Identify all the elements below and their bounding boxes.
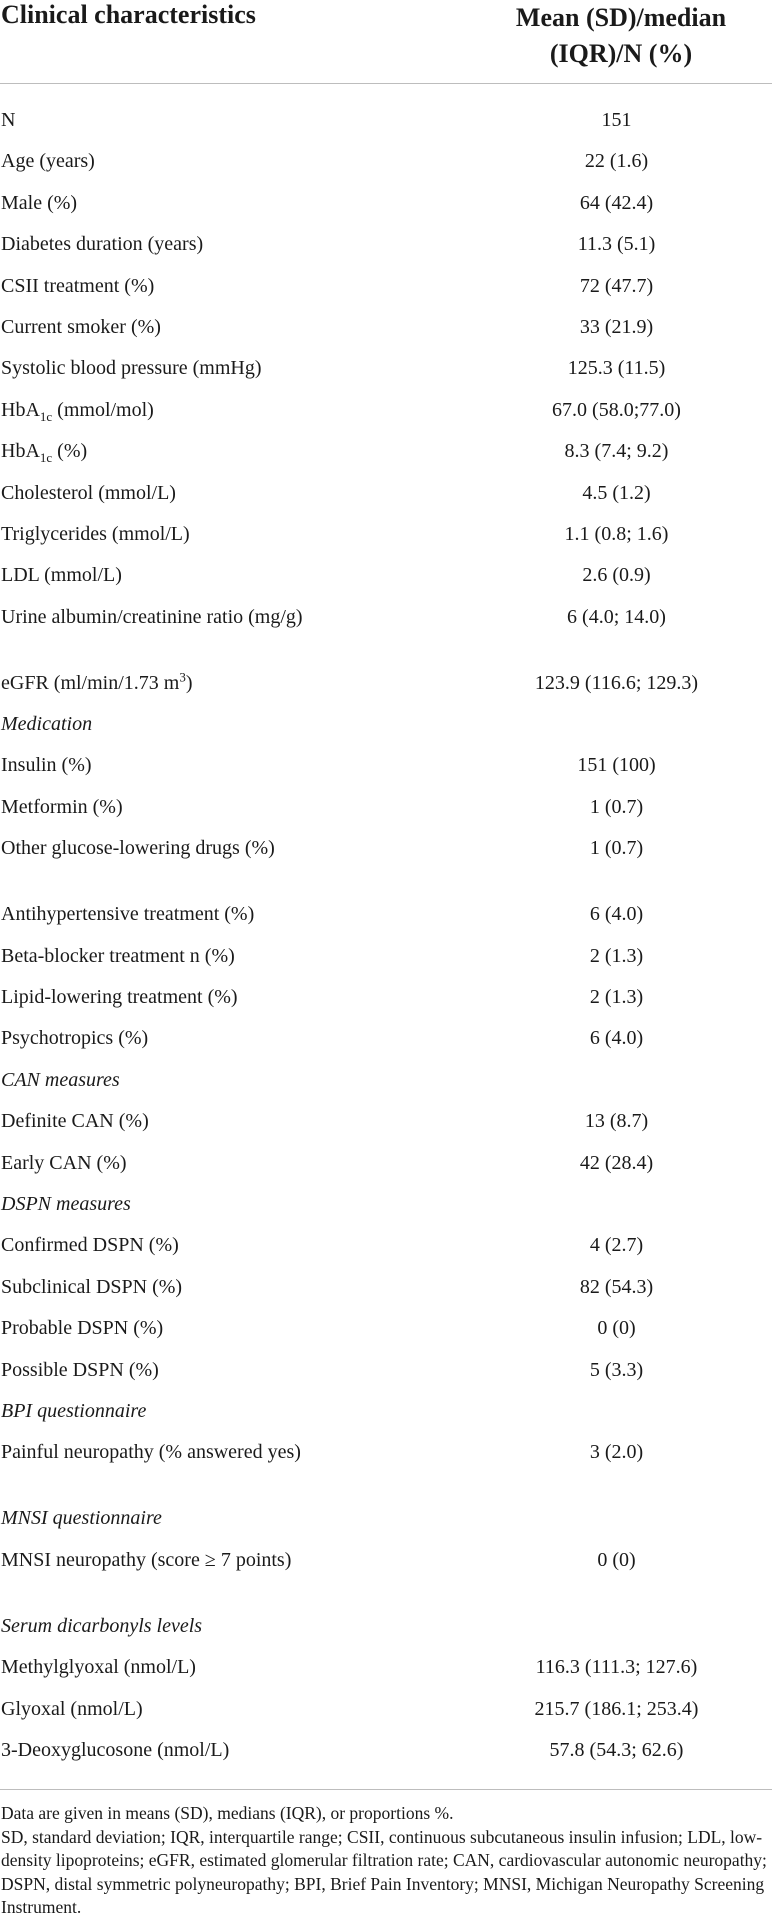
section-heading-row <box>0 1184 772 1225</box>
row-label: Subclinical DSPN (%) <box>1 1275 183 1298</box>
footnote-abbreviations: SD, standard deviation; IQR, interquartile range; CSII, continuous subcutaneous insulin infusion; LDL, low-density lipoproteins; eGFR, estimated glomerular filtration rate; CAN, cardiovascular autonomic neuropathy; DSPN, distal symmetric polyneuropathy; BPI, Brief Pain Inventory; MNSI, Michigan Neuropathy Screening Instrument. <box>1 1826 767 1918</box>
row-label: Glyoxal (nmol/L) <box>1 1697 143 1720</box>
row-value: 1 (0.7) <box>589 795 644 818</box>
table-row <box>0 787 772 828</box>
row-label-text: (%) <box>52 440 88 463</box>
row-label: Current smoker (%) <box>1 315 161 338</box>
row-label: Lipid-lowering treatment (%) <box>1 986 238 1009</box>
table-row <box>0 1432 772 1498</box>
row-value: 42 (28.4) <box>579 1151 654 1174</box>
row-label: Definite CAN (%) <box>1 1110 149 1133</box>
row-label-text: HbA <box>1 398 40 421</box>
section-heading: CAN measures <box>1 1068 120 1091</box>
table-row <box>0 307 772 348</box>
section-heading-row <box>0 1498 772 1539</box>
table-row <box>0 1143 772 1184</box>
row-value: 82 (54.3) <box>579 1275 654 1298</box>
row-value <box>341 1606 772 1614</box>
row-value <box>341 1184 772 1192</box>
table-row <box>0 977 772 1018</box>
row-value: 4 (2.7) <box>589 1234 644 1257</box>
row-value: 116.3 (111.3; 127.6) <box>535 1656 698 1679</box>
table-row <box>0 266 772 307</box>
row-value: 151 <box>601 109 632 131</box>
row-label: Probable DSPN (%) <box>1 1317 164 1340</box>
row-label: Metformin (%) <box>1 795 123 818</box>
row-label-text: (mmol/mol) <box>52 398 154 421</box>
table-row <box>0 514 772 555</box>
table-row <box>0 1540 772 1606</box>
table-row <box>0 1225 772 1266</box>
section-heading-row <box>0 1606 772 1647</box>
row-value: 1 (0.7) <box>589 837 644 860</box>
row-label: Painful neuropathy (% answered yes) <box>1 1441 301 1464</box>
table-row <box>0 828 772 894</box>
row-value <box>341 1498 772 1506</box>
row-label: Diabetes duration (years) <box>1 233 204 256</box>
row-label <box>0 431 341 466</box>
row-value: 6 (4.0; 14.0) <box>567 605 666 628</box>
table-row <box>0 224 772 265</box>
row-value: 22 (1.6) <box>584 150 649 173</box>
row-label: Cholesterol (mmol/L) <box>1 481 176 504</box>
row-label-text: ) <box>185 671 193 694</box>
row-value: 4.5 (1.2) <box>582 481 651 504</box>
row-value: 0 (0) <box>597 1548 636 1571</box>
table-row <box>0 1647 772 1688</box>
row-label: Possible DSPN (%) <box>1 1358 159 1381</box>
row-label-subscript: 1c <box>39 450 53 466</box>
row-value: 57.8 (54.3; 62.6) <box>549 1738 684 1761</box>
row-value: 151 (100) <box>577 754 656 777</box>
table-row <box>0 183 772 224</box>
row-label: Male (%) <box>1 191 78 214</box>
row-value: 125.3 (11.5) <box>567 357 666 380</box>
row-label: Triglycerides (mmol/L) <box>1 522 190 545</box>
row-value: 5 (3.3) <box>589 1358 644 1381</box>
row-label: Insulin (%) <box>1 754 92 777</box>
row-value: 72 (47.7) <box>579 274 654 297</box>
table-row <box>0 100 772 141</box>
row-value: 13 (8.7) <box>584 1110 649 1133</box>
row-value: 64 (42.4) <box>579 191 654 214</box>
row-label: N <box>1 109 16 131</box>
section-heading-row <box>0 1391 772 1432</box>
table-header <box>0 0 772 84</box>
row-value: 11.3 (5.1) <box>577 233 656 256</box>
table-row <box>0 348 772 389</box>
row-label: Urine albumin/creatinine ratio (mg/g) <box>1 605 303 628</box>
section-heading: Medication <box>1 713 93 736</box>
row-label: 3-Deoxyglucosone (nmol/L) <box>1 1738 230 1761</box>
row-label: MNSI neuropathy (score ≥ 7 points) <box>1 1548 292 1571</box>
table-footnote <box>0 1789 772 1920</box>
row-value: 6 (4.0) <box>589 903 644 926</box>
row-label-text: eGFR (ml/min/1.73 m <box>1 671 180 694</box>
table-row <box>0 745 772 786</box>
row-value <box>341 1391 772 1399</box>
table-body <box>0 84 772 1771</box>
header-clinical-characteristics: Clinical characteristics <box>1 0 256 29</box>
row-label: Methylglyoxal (nmol/L) <box>1 1656 196 1679</box>
row-value: 0 (0) <box>597 1317 636 1340</box>
footnote-data-description: Data are given in means (SD), medians (IQR), or proportions %. <box>1 1803 454 1824</box>
section-heading: MNSI questionnaire <box>1 1507 162 1530</box>
row-value: 2 (1.3) <box>589 944 644 967</box>
table-row <box>0 1350 772 1391</box>
row-label-text: HbA <box>1 440 40 463</box>
row-label: Early CAN (%) <box>1 1151 127 1174</box>
table-row <box>0 555 772 596</box>
table-row <box>0 663 772 704</box>
section-heading: Serum dicarbonyls levels <box>1 1614 203 1637</box>
table-row <box>0 1267 772 1308</box>
table-row <box>0 936 772 977</box>
table-row <box>0 1308 772 1349</box>
row-value: 1.1 (0.8; 1.6) <box>564 522 669 545</box>
row-label: Antihypertensive treatment (%) <box>1 903 255 926</box>
header-statistics: Mean (SD)/median (IQR)/N (%) <box>515 3 727 68</box>
row-value: 6 (4.0) <box>589 1027 644 1050</box>
row-value: 67.0 (58.0;77.0) <box>552 398 681 421</box>
table-row <box>0 1689 772 1730</box>
table-row <box>0 390 772 431</box>
row-label: LDL (mmol/L) <box>1 564 122 587</box>
row-value: 215.7 (186.1; 253.4) <box>534 1697 699 1720</box>
section-heading: DSPN measures <box>1 1192 131 1215</box>
table-row <box>0 597 772 663</box>
row-label: Systolic blood pressure (mmHg) <box>1 357 262 380</box>
table-row <box>0 431 772 472</box>
row-label: Psychotropics (%) <box>1 1027 149 1050</box>
row-value: 2.6 (0.9) <box>582 564 651 587</box>
row-value: 2 (1.3) <box>589 986 644 1009</box>
row-label: Other glucose-lowering drugs (%) <box>1 837 275 860</box>
section-heading-row <box>0 1060 772 1101</box>
row-value: 8.3 (7.4; 9.2) <box>564 440 669 463</box>
row-label <box>0 663 341 695</box>
row-label-subscript: 1c <box>39 408 53 424</box>
row-label <box>0 390 341 422</box>
table-row <box>0 141 772 182</box>
table-row <box>0 894 772 935</box>
row-label-superscript: 3 <box>179 669 186 685</box>
row-value <box>341 704 772 712</box>
table-row <box>0 1018 772 1059</box>
row-label: Confirmed DSPN (%) <box>1 1234 179 1257</box>
table-row <box>0 473 772 514</box>
row-label: CSII treatment (%) <box>1 274 155 297</box>
row-value <box>341 1060 772 1068</box>
section-heading-row <box>0 704 772 745</box>
row-value: 123.9 (116.6; 129.3) <box>534 671 699 694</box>
row-label: Beta-blocker treatment n (%) <box>1 944 235 967</box>
row-label: Age (years) <box>1 150 95 173</box>
section-heading: BPI questionnaire <box>1 1399 147 1422</box>
table-row <box>0 1730 772 1771</box>
row-value: 3 (2.0) <box>589 1441 644 1464</box>
row-value: 33 (21.9) <box>579 315 654 338</box>
table-row <box>0 1101 772 1142</box>
